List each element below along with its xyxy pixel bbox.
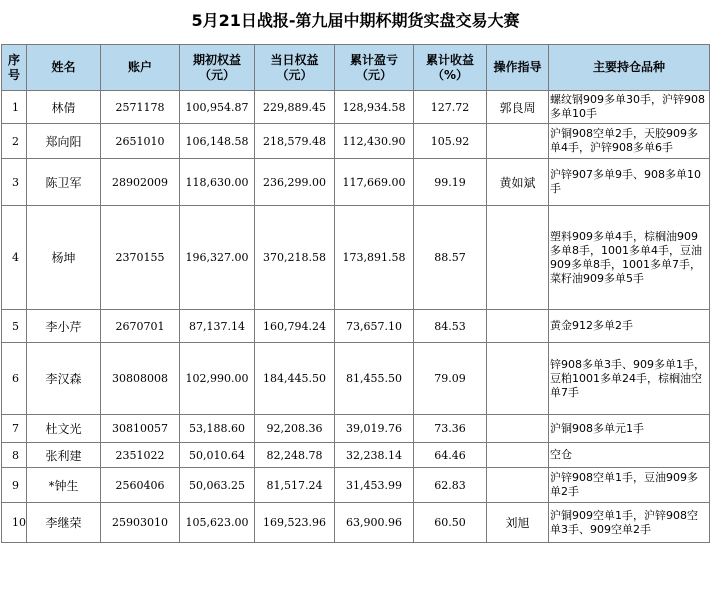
current-equity-cell: 92,208.36 <box>255 415 335 443</box>
coach-cell <box>487 310 549 343</box>
account-cell: 25903010 <box>101 503 180 543</box>
name-cell: 李继荣 <box>27 503 101 543</box>
table-row <box>2 91 710 124</box>
coach-cell: 黄如斌 <box>487 159 549 206</box>
start-equity-cell: 118,630.00 <box>180 159 255 206</box>
start-equity-cell: 50,010.64 <box>180 443 255 468</box>
account-cell: 30808008 <box>101 343 180 415</box>
page-title: 5月21日战报-第九届中期杯期货实盘交易大赛 <box>191 11 520 30</box>
current-equity-cell: 81,517.24 <box>255 468 335 503</box>
holdings-cell: 沪铜908空单2手，天胶909多单4手，沪锌908多单6手 <box>549 124 710 159</box>
header-account: 账户 <box>101 45 180 91</box>
cumulative-return-cell: 99.19 <box>414 159 487 206</box>
rank-cell: 4 <box>2 206 27 310</box>
cumulative-return-cell: 105.92 <box>414 124 487 159</box>
cumulative-return-cell: 73.36 <box>414 415 487 443</box>
start-equity-cell: 196,327.00 <box>180 206 255 310</box>
rank-cell: 3 <box>2 159 27 206</box>
cumulative-return-cell: 60.50 <box>414 503 487 543</box>
name-cell: 郑向阳 <box>27 124 101 159</box>
account-cell: 28902009 <box>101 159 180 206</box>
coach-cell <box>487 443 549 468</box>
holdings-cell: 螺纹钢909多单30手，沪锌908多单10手 <box>549 91 710 124</box>
rank-cell: 2 <box>2 124 27 159</box>
cumulative-pnl-cell: 63,900.96 <box>335 503 414 543</box>
account-cell: 30810057 <box>101 415 180 443</box>
name-cell: 陈卫军 <box>27 159 101 206</box>
account-cell: 2651010 <box>101 124 180 159</box>
account-cell: 2560406 <box>101 468 180 503</box>
rank-cell: 5 <box>2 310 27 343</box>
account-cell: 2670701 <box>101 310 180 343</box>
header-holdings: 主要持仓品种 <box>549 45 710 91</box>
cumulative-pnl-cell: 39,019.76 <box>335 415 414 443</box>
current-equity-cell: 160,794.24 <box>255 310 335 343</box>
table-row <box>2 443 710 468</box>
name-cell: 林倩 <box>27 91 101 124</box>
table-row <box>2 415 710 443</box>
start-equity-cell: 87,137.14 <box>180 310 255 343</box>
coach-cell: 刘旭 <box>487 503 549 543</box>
cumulative-return-cell: 84.53 <box>414 310 487 343</box>
account-cell: 2571178 <box>101 91 180 124</box>
start-equity-cell: 105,623.00 <box>180 503 255 543</box>
cumulative-pnl-cell: 128,934.58 <box>335 91 414 124</box>
header-coach: 操作指导 <box>487 45 549 91</box>
current-equity-cell: 218,579.48 <box>255 124 335 159</box>
current-equity-cell: 370,218.58 <box>255 206 335 310</box>
rank-cell: 8 <box>2 443 27 468</box>
holdings-cell: 塑料909多单4手，棕榈油909多单8手，1001多单4手，豆油909多单8手，1001多单7手，菜籽油909多单5手 <box>549 206 710 310</box>
start-equity-cell: 100,954.87 <box>180 91 255 124</box>
holdings-cell: 沪锌908空单1手，豆油909多单2手 <box>549 468 710 503</box>
cumulative-pnl-cell: 73,657.10 <box>335 310 414 343</box>
rank-cell: 10 <box>2 503 27 543</box>
header-cumulative-pnl: 累计盈亏（元） <box>335 45 414 91</box>
start-equity-cell: 50,063.25 <box>180 468 255 503</box>
coach-cell <box>487 206 549 310</box>
name-cell: *钟生 <box>27 468 101 503</box>
table-row <box>2 124 710 159</box>
coach-cell <box>487 343 549 415</box>
name-cell: 李汉森 <box>27 343 101 415</box>
holdings-cell: 空仓 <box>549 443 710 468</box>
name-cell: 杜文光 <box>27 415 101 443</box>
holdings-cell: 黄金912多单2手 <box>549 310 710 343</box>
cumulative-pnl-cell: 81,455.50 <box>335 343 414 415</box>
cumulative-return-cell: 88.57 <box>414 206 487 310</box>
header-current-equity: 当日权益（元） <box>255 45 335 91</box>
table-header-row <box>2 45 710 91</box>
header-name: 姓名 <box>27 45 101 91</box>
rank-cell: 1 <box>2 91 27 124</box>
holdings-cell: 沪铜908多单元1手 <box>549 415 710 443</box>
holdings-cell: 锌908多单3手、909多单1手，豆粕1001多单24手，棕榈油空单7手 <box>549 343 710 415</box>
cumulative-return-cell: 127.72 <box>414 91 487 124</box>
account-cell: 2370155 <box>101 206 180 310</box>
cumulative-return-cell: 62.83 <box>414 468 487 503</box>
rank-cell: 6 <box>2 343 27 415</box>
cumulative-pnl-cell: 31,453.99 <box>335 468 414 503</box>
name-cell: 张利建 <box>27 443 101 468</box>
holdings-cell: 沪锌907多单9手、908多单10手 <box>549 159 710 206</box>
account-cell: 2351022 <box>101 443 180 468</box>
table-row <box>2 343 710 415</box>
start-equity-cell: 102,990.00 <box>180 343 255 415</box>
table-row <box>2 310 710 343</box>
rank-cell: 9 <box>2 468 27 503</box>
coach-cell <box>487 124 549 159</box>
table-row <box>2 206 710 310</box>
coach-cell: 郭良周 <box>487 91 549 124</box>
header-start-equity: 期初权益（元） <box>180 45 255 91</box>
cumulative-return-cell: 64.46 <box>414 443 487 468</box>
cumulative-pnl-cell: 32,238.14 <box>335 443 414 468</box>
start-equity-cell: 106,148.58 <box>180 124 255 159</box>
coach-cell <box>487 415 549 443</box>
current-equity-cell: 184,445.50 <box>255 343 335 415</box>
current-equity-cell: 169,523.96 <box>255 503 335 543</box>
cumulative-return-cell: 79.09 <box>414 343 487 415</box>
header-rank: 序号 <box>2 45 27 91</box>
cumulative-pnl-cell: 173,891.58 <box>335 206 414 310</box>
cumulative-pnl-cell: 112,430.90 <box>335 124 414 159</box>
cumulative-pnl-cell: 117,669.00 <box>335 159 414 206</box>
ranking-table <box>1 44 710 543</box>
name-cell: 李小芹 <box>27 310 101 343</box>
table-row <box>2 503 710 543</box>
table-row <box>2 159 710 206</box>
header-cumulative-return: 累计收益（%） <box>414 45 487 91</box>
start-equity-cell: 53,188.60 <box>180 415 255 443</box>
name-cell: 杨坤 <box>27 206 101 310</box>
table-row <box>2 468 710 503</box>
holdings-cell: 沪铜909空单1手，沪锌908空单3手、909空单2手 <box>549 503 710 543</box>
current-equity-cell: 236,299.00 <box>255 159 335 206</box>
coach-cell <box>487 468 549 503</box>
current-equity-cell: 82,248.78 <box>255 443 335 468</box>
current-equity-cell: 229,889.45 <box>255 91 335 124</box>
rank-cell: 7 <box>2 415 27 443</box>
